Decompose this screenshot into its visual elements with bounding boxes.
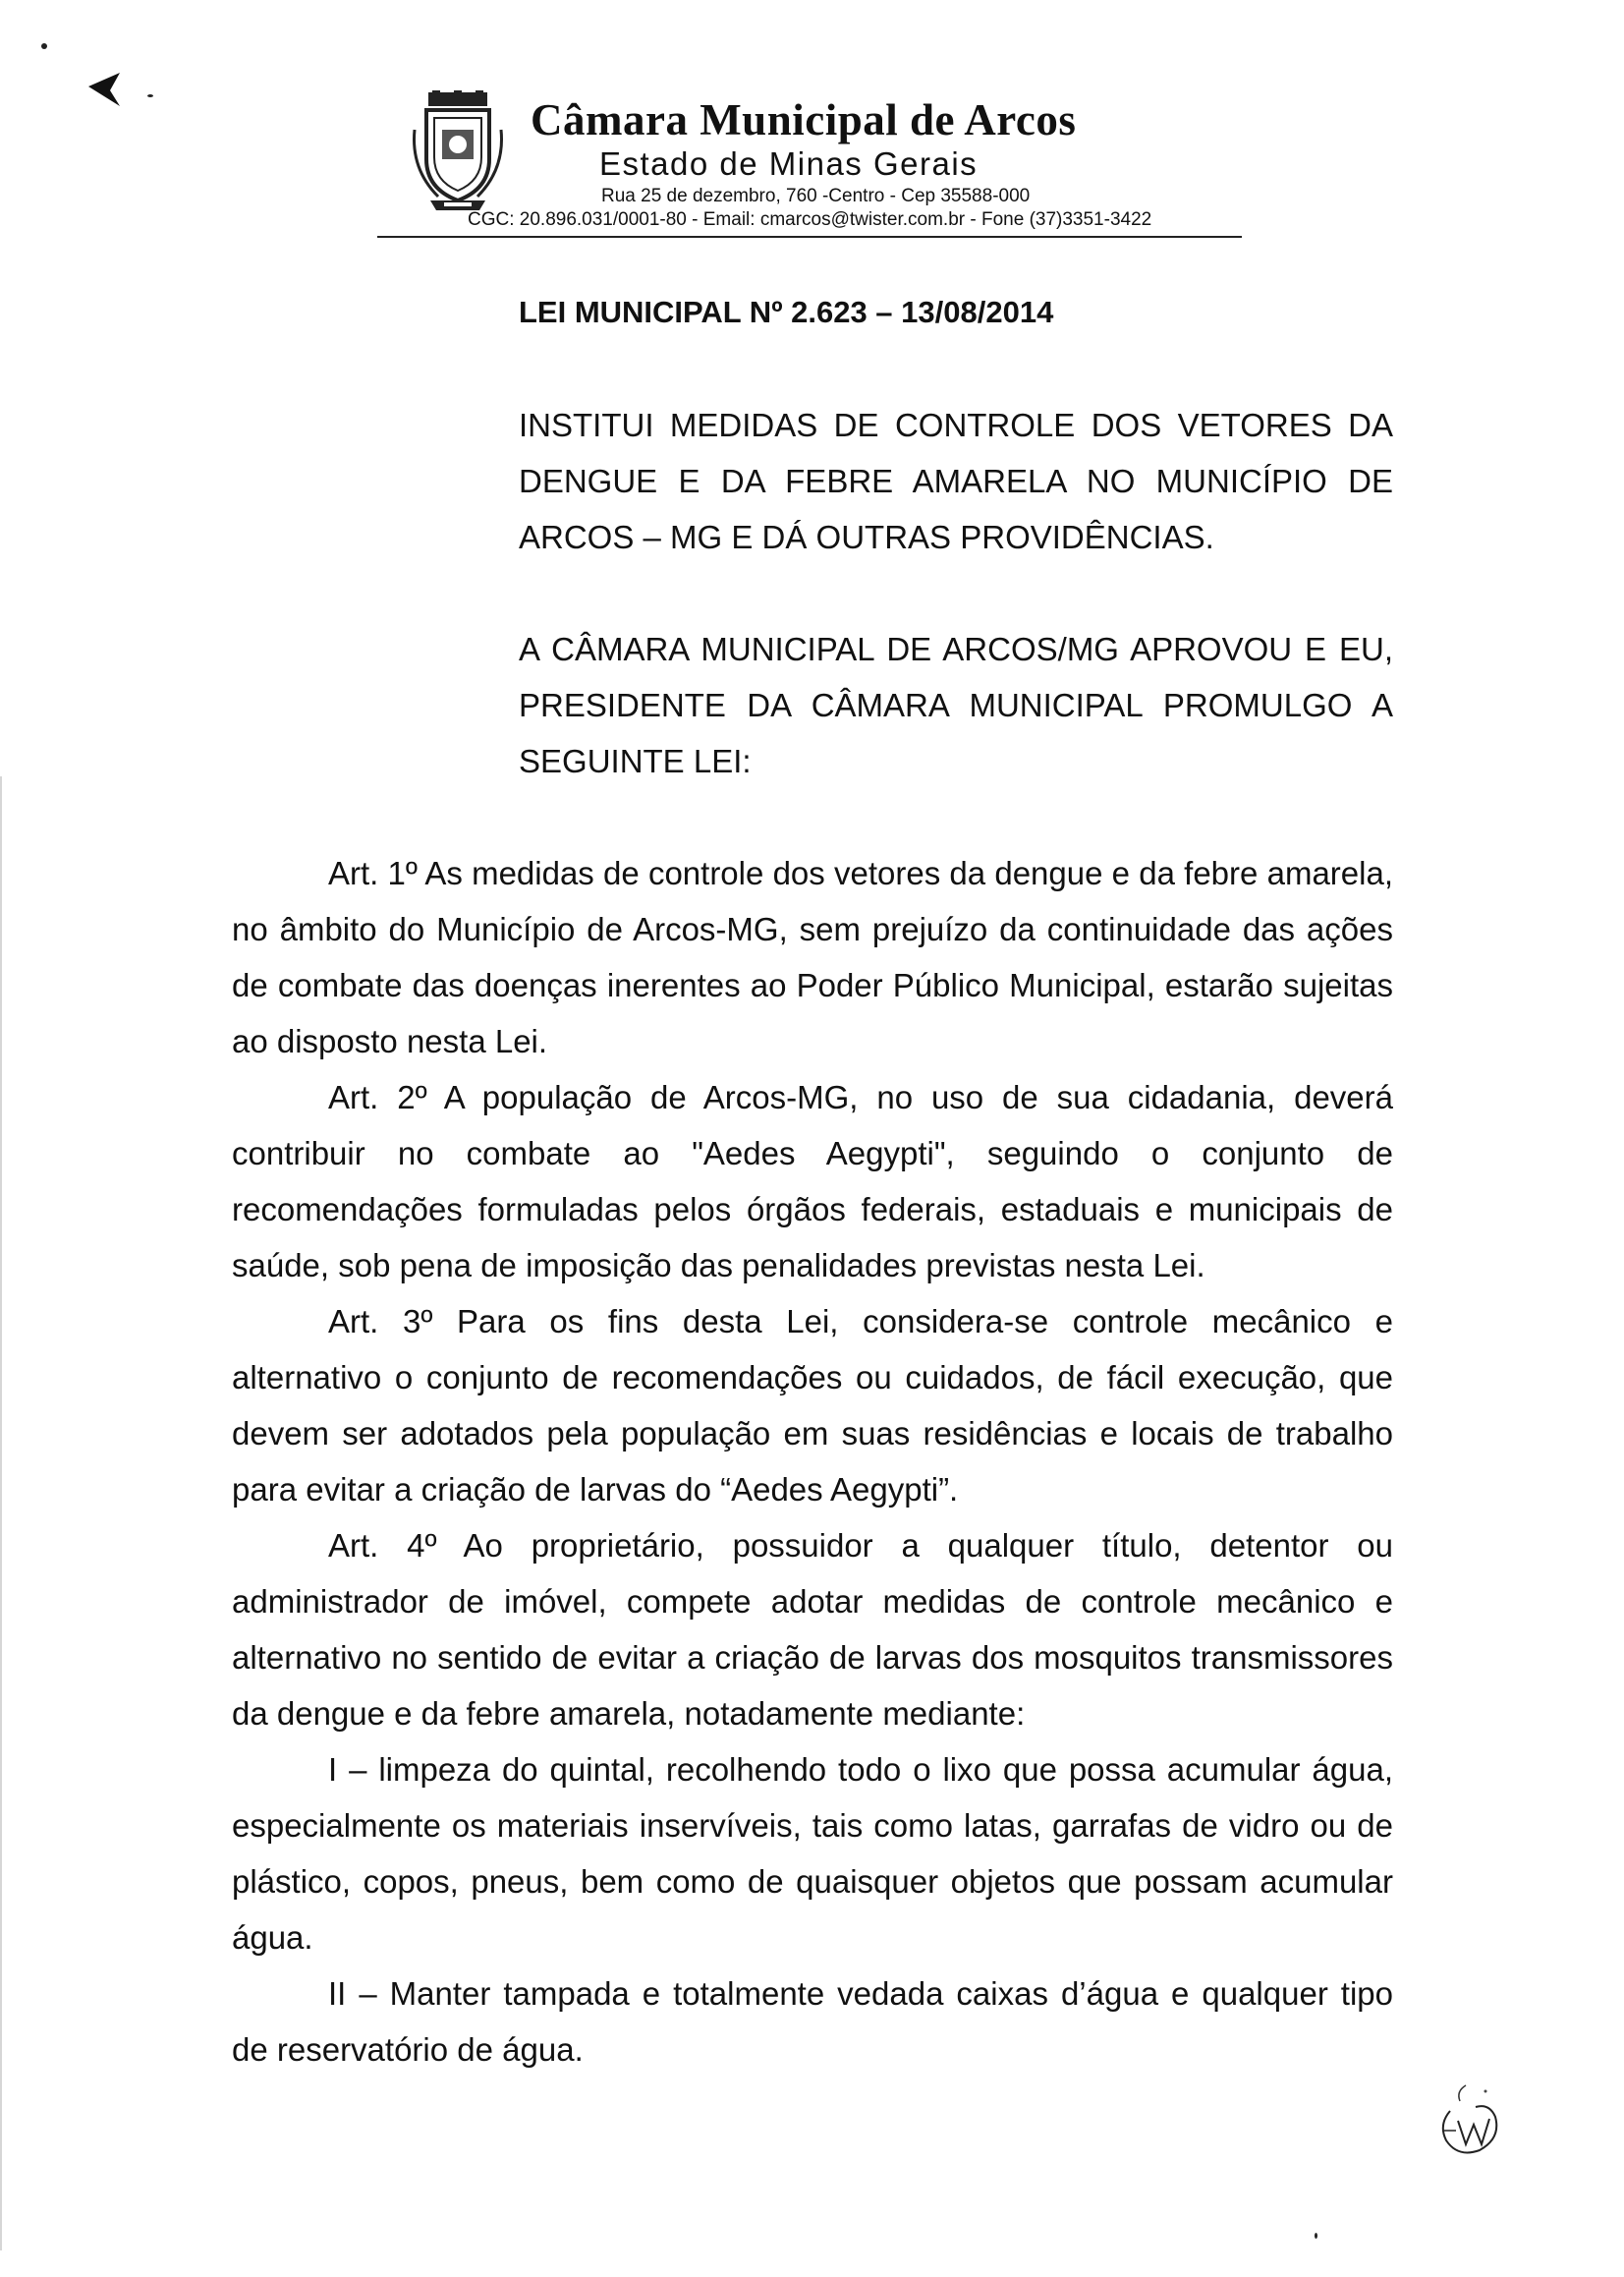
scan-speck <box>147 94 153 97</box>
article-4-item-ii: II – Manter tampada e totalmente vedada caixas d’água e qualquer tipo de reservatório de água. <box>232 1975 1393 2068</box>
municipal-coat-of-arms-icon <box>409 90 507 214</box>
law-title: LEI MUNICIPAL Nº 2.623 – 13/08/2014 <box>519 295 1054 329</box>
contact-line: CGC: 20.896.031/0001-80 - Email: cmarcos@twister.com.br - Fone (37)3351-3422 <box>468 209 1152 230</box>
scan-speck <box>1315 2233 1317 2239</box>
promulgation-clause: A CÂMARA MUNICIPAL DE ARCOS/MG APROVOU E EU, PRESIDENTE DA CÂMARA MUNICIPAL PROMULGO A SEGUINTE LEI: <box>519 631 1393 779</box>
scan-arrow-mark-icon <box>86 71 124 108</box>
scan-speck <box>41 43 47 49</box>
article-4: Art. 4º Ao proprietário, possuidor a qualquer título, detentor ou administrador de imóvel, compete adotar medidas de controle mecânico e alternativo no sentido de evitar a criação de larvas dos mosquitos transmissores da dengue e da febre amarela, notadamente mediante: <box>232 1527 1393 1732</box>
institution-name: Câmara Municipal de Arcos <box>531 95 1077 144</box>
law-body <box>232 845 1393 2078</box>
state-name: Estado de Minas Gerais <box>599 145 979 182</box>
law-ementa: INSTITUI MEDIDAS DE CONTROLE DOS VETORES DA DENGUE E DA FEBRE AMARELA NO MUNICÍPIO DE ARCOS – MG E DÁ OUTRAS PROVIDÊNCIAS. <box>519 407 1393 555</box>
scan-edge-line <box>0 776 2 2250</box>
article-4-item-i: I – limpeza do quintal, recolhendo todo o lixo que possa acumular água, especialmente os materiais inservíveis, tais como latas, garrafas de vidro ou de plástico, copos, pneus, bem como de quaisquer objetos que possam acumular água. <box>232 1751 1393 1956</box>
letterhead-divider <box>377 236 1242 238</box>
article-2: Art. 2º A população de Arcos-MG, no uso de sua cidadania, deverá contribuir no combate ao "Aedes Aegypti", seguindo o conjunto de recomendações formuladas pelos órgãos federais, estaduais e municipais de saúde, sob pena de imposição das penalidades previstas nesta Lei. <box>232 1079 1393 1283</box>
article-3: Art. 3º Para os fins desta Lei, considera-se controle mecânico e alternativo o conjunto de recomendações ou cuidados, de fácil execução, que devem ser adotados pela população em suas residências e locais de trabalho para evitar a criação de larvas do “Aedes Aegypti”. <box>232 1303 1393 1508</box>
address-line: Rua 25 de dezembro, 760 -Centro - Cep 35588-000 <box>601 186 1031 206</box>
handwritten-initials-icon <box>1436 2081 1507 2162</box>
article-1: Art. 1º As medidas de controle dos vetores da dengue e da febre amarela, no âmbito do Município de Arcos-MG, sem prejuízo da continuidade das ações de combate das doenças inerentes ao Poder Público Municipal, estarão sujeitas ao disposto nesta Lei. <box>232 855 1393 1059</box>
